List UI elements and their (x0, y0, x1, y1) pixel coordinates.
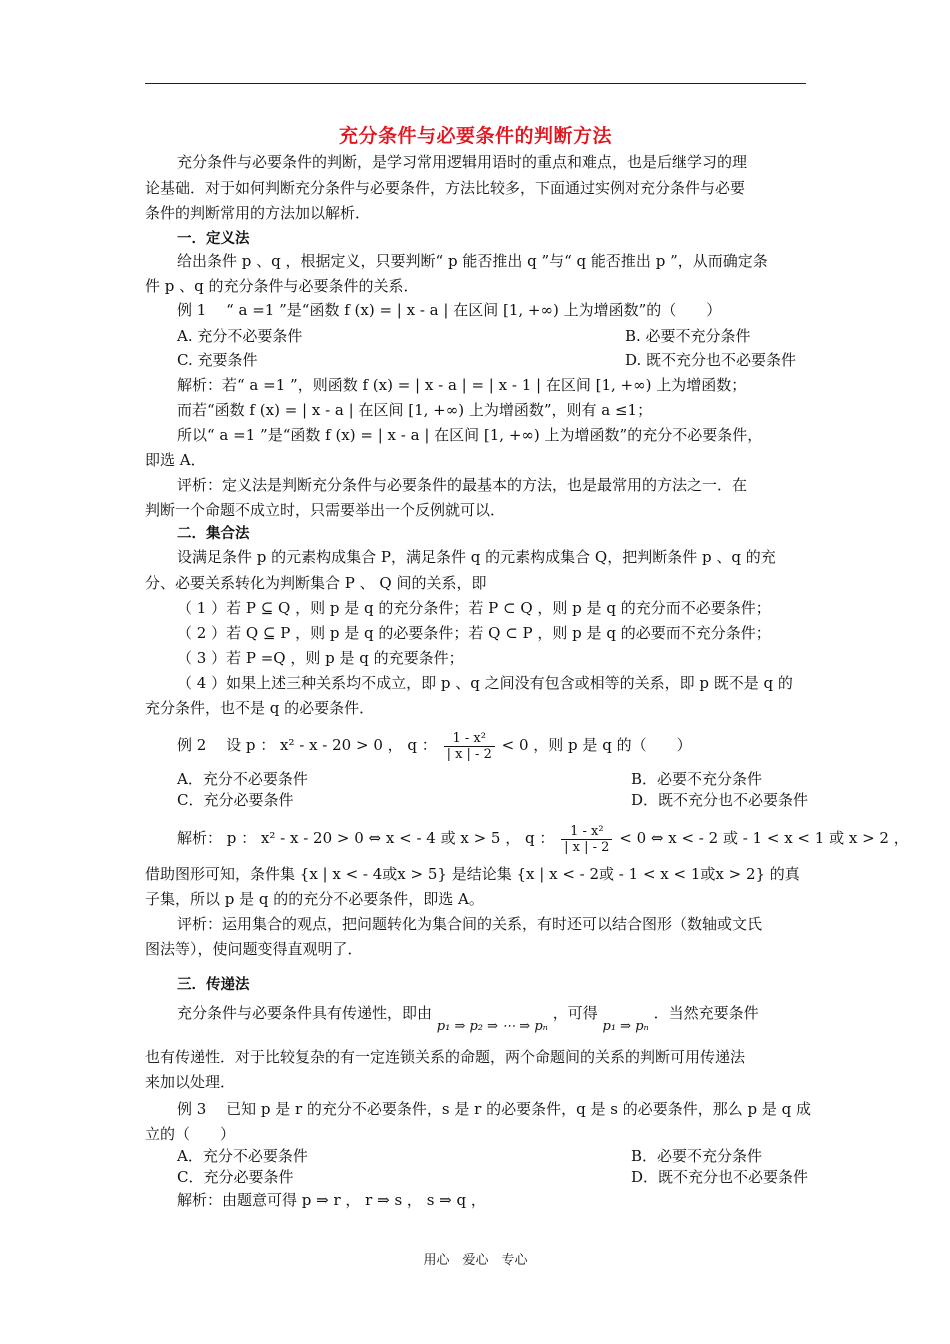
fraction-denominator: | x | - 2 (446, 746, 492, 762)
example-question (145, 728, 806, 762)
option-d: D. 既不充分也不必要条件 (625, 351, 797, 369)
fraction-numerator: 1 - x² (561, 824, 612, 840)
option-row (145, 325, 806, 347)
option-d: D．既不充分也不必要条件 (631, 1168, 809, 1186)
rule-line: 充分条件，也不是 q 的必要条件． (145, 699, 375, 717)
example-question: 例 1 “ a =1 ”是“函数 f (x) = | x - a | 在区间 [1, +∞) 上为增函数”的（ ） (177, 301, 722, 319)
option-row (145, 1145, 806, 1167)
solution-line: 子集，所以 p 是 q 的的充分不必要条件，即选 A。 (145, 890, 484, 908)
section-heading: 三．传递法 (177, 977, 250, 993)
implication-chain: p₁ ⇒ p₂ ⇒ ⋯ ⇒ pₙ (436, 1019, 548, 1034)
section-text: 来加以处理． (145, 1073, 236, 1091)
solution-line: 解析：由题意可得 p ⇒ r ， r ⇒ s ， s ⇒ q ， (177, 1191, 486, 1209)
option-row (145, 1166, 809, 1188)
header-rule (145, 83, 806, 84)
example-question: 例 3 已知 p 是 r 的充分不必要条件，s 是 r 的必要条件，q 是 s 的必要条件，那么 p 是 q 成 (177, 1100, 811, 1118)
intro-line: 论基础．对于如何判断充分条件与必要条件，方法比较多，下面通过实例对充分条件与必要 (145, 179, 746, 197)
option-b: B. 必要不充分条件 (625, 327, 751, 345)
fraction (444, 731, 495, 762)
example-question: 立的（ ） (145, 1125, 236, 1143)
option-c: C．充分必要条件 (177, 791, 294, 809)
solution-line: 借助图形可知，条件集 {x | x < - 4或x > 5} 是结论集 {x | x < - 2或 - 1 < x < 1或x > 2} 的真 (145, 865, 800, 883)
comment-line: 评析：运用集合的观点，把问题转化为集合间的关系，有时还可以结合图形（数轴或文氏 (177, 915, 763, 933)
option-a: A. 充分不必要条件 (177, 327, 303, 345)
implication-result: p₁ ⇒ pₙ (602, 1019, 649, 1034)
solution-line: 而若“函数 f (x) = | x - a | 在区间 [1, +∞) 上为增函数”，则有 a ≤1； (177, 401, 653, 419)
solution-text: 解析： p ： x² - x - 20 > 0 ⇔ x < - 4 或 x > 5 ， q ： (177, 829, 555, 847)
section-text: 也有传递性．对于比较复杂的有一定连锁关系的命题，两个命题间的关系的判断可用传递法 (145, 1048, 746, 1066)
option-row (145, 349, 806, 371)
comment-line: 图法等），使问题变得直观明了． (145, 940, 363, 958)
option-a: A．充分不必要条件 (177, 770, 308, 788)
section-text-part: ．当然充要条件 (653, 1004, 759, 1022)
option-b: B．必要不充分条件 (631, 1147, 763, 1165)
option-c: C．充分必要条件 (177, 1168, 294, 1186)
option-row (145, 768, 806, 790)
comment-line: 评析：定义法是判断充分条件与必要条件的最基本的方法，也是最常用的方法之一．在 (177, 476, 748, 494)
section-text: 设满足条件 p 的元素构成集合 P，满足条件 q 的元素构成集合 Q，把判断条件 p 、q 的充 (177, 548, 776, 566)
section-text-part: ，可得 (552, 1004, 598, 1022)
rule-line: （ 2 ）若 Q ⊆ P ，则 p 是 q 的必要条件；若 Q ⊂ P ，则 p 是 q 的必要而不充分条件； (177, 624, 771, 642)
fraction-denominator: | x | - 2 (564, 839, 610, 855)
solution-text: < 0 ⇔ x < - 2 或 - 1 < x < 1 或 x > 2 ， (619, 829, 909, 847)
page-footer: 用心 爱心 专心 (423, 1253, 528, 1268)
rule-line: （ 4 ）如果上述三种关系均不成立，即 p 、q 之间没有包含或相等的关系，即 p 既不是 q 的 (177, 674, 793, 692)
option-a: A．充分不必要条件 (177, 1147, 308, 1165)
section-heading: 一．定义法 (177, 231, 250, 247)
option-b: B．必要不充分条件 (631, 770, 763, 788)
section-text: 件 p 、q 的充分条件与必要条件的关系． (145, 277, 419, 295)
option-c: C. 充要条件 (177, 351, 258, 369)
rule-line: （ 1 ）若 P ⊆ Q ，则 p 是 q 的充分条件；若 P ⊂ Q ，则 p 是 q 的充分而不必要条件； (177, 599, 771, 617)
section-text: 给出条件 p 、q ，根据定义，只要判断“ p 能否推出 q ”与“ q 能否推出 p ”，从而确定条 (177, 252, 768, 270)
fraction (561, 824, 612, 855)
section-text-part: 充分条件与必要条件具有传递性，即由 (177, 1004, 433, 1022)
example-text: < 0 ，则 p 是 q 的（ ） (501, 736, 692, 754)
solution-line: 所以“ a =1 ”是“函数 f (x) = | x - a | 在区间 [1, +∞) 上为增函数”的充分不必要条件， (177, 426, 763, 444)
page-title: 充分条件与必要条件的判断方法 (338, 125, 612, 147)
solution-line (145, 820, 909, 856)
comment-line: 判断一个命题不成立时，只需要举出一个反例就可以． (145, 501, 506, 519)
rule-line: （ 3 ）若 P =Q ，则 p 是 q 的充要条件； (177, 649, 464, 667)
example-text: 例 2 设 p ： x² - x - 20 > 0 ， q ： (177, 736, 437, 754)
section-text (145, 999, 806, 1041)
intro-line: 充分条件与必要条件的判断，是学习常用逻辑用语时的重点和难点，也是后继学习的理 (177, 153, 748, 171)
section-text: 分、必要关系转化为判断集合 P 、 Q 间的关系，即 (145, 574, 487, 592)
section-heading: 二．集合法 (177, 526, 250, 542)
solution-line: 即选 A． (145, 451, 206, 469)
option-row (145, 789, 809, 811)
intro-line: 条件的判断常用的方法加以解析． (145, 204, 371, 222)
option-d: D．既不充分也不必要条件 (631, 791, 809, 809)
solution-line: 解析：若“ a =1 ”，则函数 f (x) = | x - a | = | x - 1 | 在区间 [1, +∞) 上为增函数； (177, 376, 747, 394)
fraction-numerator: 1 - x² (444, 731, 495, 747)
